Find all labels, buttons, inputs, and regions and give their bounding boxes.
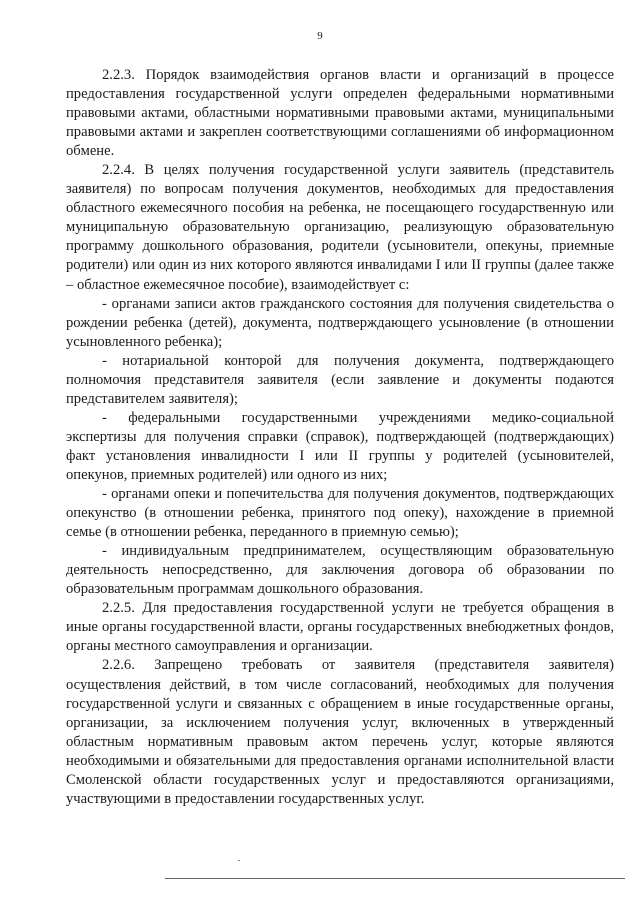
footer-divider bbox=[165, 878, 625, 879]
list-item-notary: - нотариальной конторой для получения документа, подтверждающего полномочия представителя заявителя (если заявление и документы подаются представителем заявителя); bbox=[66, 352, 614, 407]
list-item-medical-expertise: - федеральными государственными учреждениями медико-социальной экспертизы для получения справки (справок), подтверждающей (подтверждающих) факт установления инвалидности I или II группы у родителей (усыновителей, опекунов, приемных родителей) или одного из них; bbox=[66, 409, 614, 483]
document-body bbox=[66, 66, 614, 809]
scan-speck bbox=[238, 860, 240, 861]
paragraph-2-2-3: 2.2.3. Порядок взаимодействия органов власти и организаций в процессе предоставления государственной услуги определен федеральными нормативными правовыми актами, областными нормативными правовыми актами, муниципальными правовыми актами и закреплен соответствующими соглашениями об информационном обмене. bbox=[66, 67, 614, 160]
list-item-civil-registry: - органами записи актов гражданского состояния для получения свидетельства о рождении ребенка (детей), документа, подтверждающего усыновление (в отношении усыновленного ребенка); bbox=[66, 295, 614, 350]
paragraph-2-2-5: 2.2.5. Для предоставления государственной услуги не требуется обращения в иные органы государственной власти, органы государственных внебюджетных фондов, органы местного самоуправления и организации. bbox=[66, 600, 614, 655]
list-item-guardianship: - органами опеки и попечительства для получения документов, подтверждающих опекунство (в отношении ребенка, принятого под опеку), нахождение в приемной семье (в отношении ребенка, переданного в приемную семью); bbox=[66, 486, 614, 541]
list-item-entrepreneur: - индивидуальным предпринимателем, осуществляющим образовательную деятельность непосредственно, для заключения договора об образовании по образовательным программам дошкольного образования. bbox=[66, 543, 614, 598]
paragraph-2-2-6: 2.2.6. Запрещено требовать от заявителя (представителя заявителя) осуществления действий, в том числе согласований, необходимых для получения государственной услуги и связанных с обращением в иные государственные органы, организации, за исключением получения услуг, включенных в утвержденный областным нормативным правовым актом перечень услуг, которые являются необходимыми и обязательными для предоставления органами исполнительной власти Смоленской области государственных услуг и предоставляются организациями, участвующими в предоставлении государственных услуг. bbox=[66, 657, 614, 807]
paragraph-2-2-4: 2.2.4. В целях получения государственной услуги заявитель (представитель заявителя) по вопросам получения документов, необходимых для предоставления областного ежемесячного пособия на ребенка, не посещающего государственную или муниципальную образовательную организацию, реализующую образовательную программу дошкольного образования, родители (усыновители, опекуны, приемные родители) или один из них которого являются инвалидами I или II группы (далее также – областное ежемесячное пособие), взаимодействует с: bbox=[66, 162, 614, 293]
page-number: 9 bbox=[317, 30, 323, 42]
